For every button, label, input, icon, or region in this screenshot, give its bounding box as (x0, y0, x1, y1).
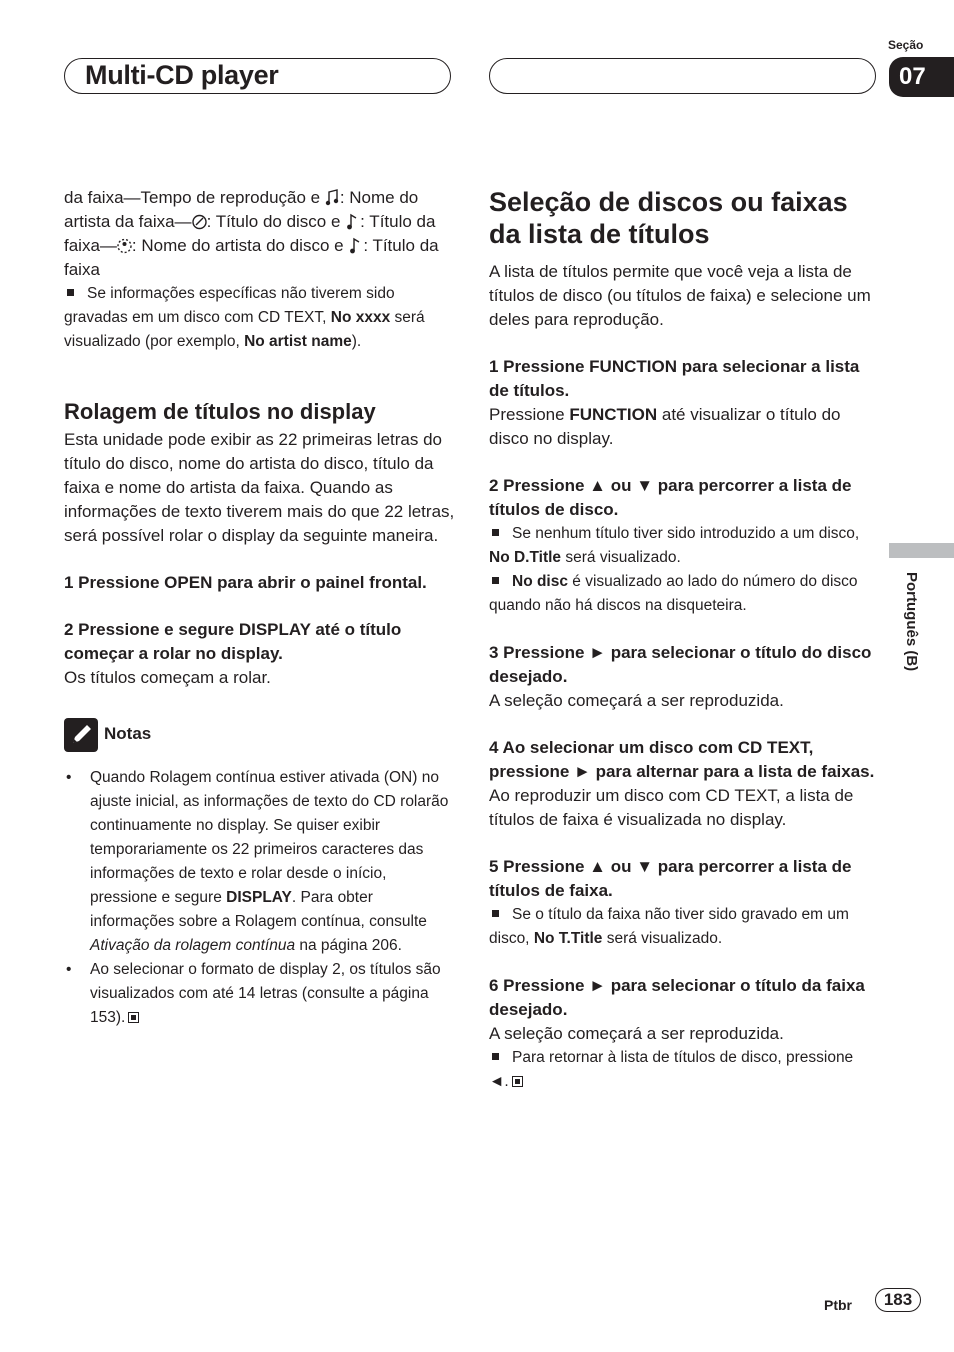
display-intro: da faixa—Tempo de reprodução e : Nome do artista da faixa— : Título do disco e : Título da faixa— : Nome do artista do disco e : Título da faixa (64, 188, 439, 279)
end-mark-icon (512, 1076, 523, 1087)
right-step-6: 6 Pressione ► para selecionar o título da faixa desejado. (489, 976, 865, 1019)
right-step-2-note-1: Se nenhum título tiver sido introduzido a um disco, No D.Title será visualizado. (489, 525, 860, 566)
select-discs-heading: Seleção de discos ou faixas da lista de títulos (489, 187, 848, 249)
cd-text-note: Se informações específicas não tiverem sido gravadas em um disco com CD TEXT, No xxxx será visualizado (por exemplo, No artist name). (64, 285, 425, 350)
scroll-titles-paragraph: Esta unidade pode exibir as 22 primeiras letras do título do disco, nome do artista do disco, título da faixa e nome do artista da faixa. Quando as informações de texto tiverem mais do que 22 letras, será possível rolar o display da seguinte maneira. (64, 430, 455, 545)
left-step-2-body: Os títulos começam a rolar. (64, 668, 271, 687)
track-artist-icon (325, 189, 340, 206)
notes-title: Notas (104, 724, 152, 743)
track-title-icon (345, 213, 360, 230)
track-title-icon-2 (348, 237, 363, 254)
side-language-tab (889, 543, 954, 558)
section-number-badge: 07 (889, 57, 954, 97)
right-step-3-body: A seleção começará a ser reproduzida. (489, 691, 784, 710)
notes-pencil-icon (64, 718, 98, 752)
right-column (489, 186, 875, 1094)
right-step-4: 4 Ao selecionar um disco com CD TEXT, pressione ► para alternar para a lista de faixas. (489, 738, 875, 781)
section-label: Seção (888, 38, 924, 52)
right-step-1: 1 Pressione FUNCTION para selecionar a lista de títulos. (489, 357, 860, 400)
right-step-5-note: Se o título da faixa não tiver sido gravado em um disco, No T.Title será visualizado. (489, 906, 849, 947)
page-number: 183 (875, 1288, 921, 1312)
note-square-icon (67, 289, 74, 296)
right-step-6-note: Para retornar à lista de títulos de disco, pressione ◄. (489, 1049, 854, 1090)
chapter-title: Multi-CD player (85, 60, 279, 90)
footer-language-code: Ptbr (824, 1297, 852, 1313)
scroll-titles-heading: Rolagem de títulos no display (64, 399, 376, 424)
notes-list (64, 766, 456, 1030)
note-square-icon (492, 577, 499, 584)
side-language-label: Português (B) (903, 572, 920, 672)
right-step-1-body: Pressione FUNCTION até visualizar o título do disco no display. (489, 405, 841, 448)
right-step-5: 5 Pressione ▲ ou ▼ para percorrer a lista de títulos de faixa. (489, 857, 852, 900)
right-step-6-body: A seleção começará a ser reproduzida. (489, 1024, 784, 1043)
right-step-2-note-2: No disc é visualizado ao lado do número do disco quando não há discos na disqueteira. (489, 573, 858, 614)
note-square-icon (492, 1053, 499, 1060)
select-discs-intro: A lista de títulos permite que você veja a lista de títulos de disco (ou títulos de faixa) e selecione um deles para reprodução. (489, 262, 871, 329)
left-step-2: 2 Pressione e segure DISPLAY até o título começar a rolar no display. (64, 620, 402, 663)
header-empty-pill (489, 58, 876, 94)
note-square-icon (492, 529, 499, 536)
notes-header (64, 718, 456, 752)
right-step-2: 2 Pressione ▲ ou ▼ para percorrer a lista de títulos de disco. (489, 476, 852, 519)
right-step-4-body: Ao reproduzir um disco com CD TEXT, a lista de títulos de faixa é visualizada no display. (489, 786, 854, 829)
left-step-1: 1 Pressione OPEN para abrir o painel frontal. (64, 573, 427, 592)
disc-title-icon (192, 213, 207, 230)
disc-artist-icon (117, 237, 132, 254)
note-bullet-2: • Ao selecionar o formato de display 2, os títulos são visualizados com até 14 letras (consulte a página 153). (66, 961, 441, 1026)
note-square-icon (492, 910, 499, 917)
chapter-title-pill (64, 58, 451, 94)
end-mark-icon (128, 1012, 139, 1023)
left-column (64, 186, 456, 1030)
note-bullet-1: • Quando Rolagem contínua estiver ativada (ON) no ajuste inicial, as informações de texto do CD rolarão continuamente no display. Se quiser exibir temporariamente os 22 primeiros caracteres das informações de texto e rolar desde o início, pressione e segure DISPLAY. Para obter informações sobre a Rolagem contínua, consulte Ativação da rolagem contínua na página 206. (66, 769, 449, 954)
right-step-3: 3 Pressione ► para selecionar o título do disco desejado. (489, 643, 872, 686)
